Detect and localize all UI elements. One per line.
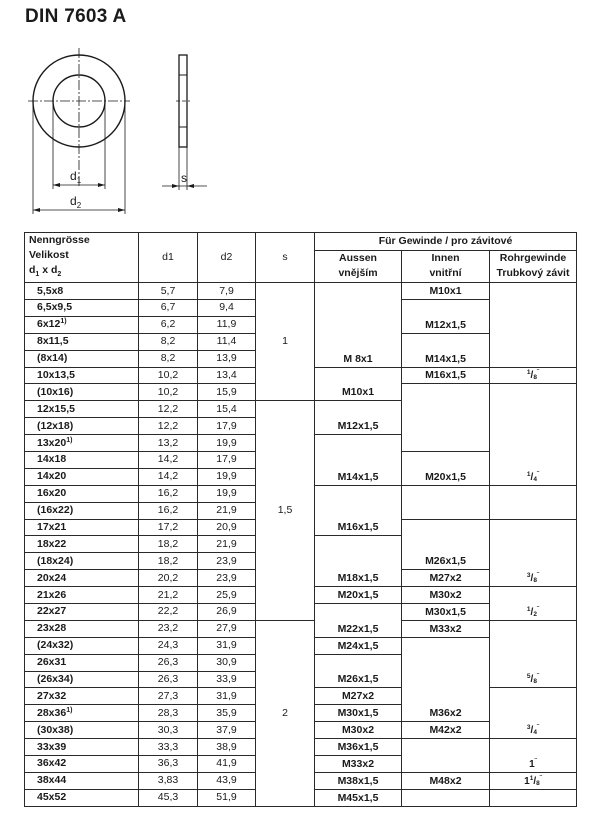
cell-inner-thread xyxy=(402,485,490,519)
cell-size: 22x27 xyxy=(25,604,139,621)
cell-pipe-thread xyxy=(490,739,577,773)
cell-outer-thread: M10x1 xyxy=(315,367,402,401)
cell-size: (10x16) xyxy=(25,384,139,401)
cell-size: 5,5x8 xyxy=(25,283,139,300)
cell-outer-thread: M24x1,5 xyxy=(315,637,402,654)
cell-inner-thread: M48x2 xyxy=(402,772,490,789)
footnote-mark: 1) xyxy=(66,436,73,444)
cell-d1: 13,2 xyxy=(139,435,198,452)
cell-outer-thread: M30x2 xyxy=(315,722,402,739)
cell-d2: 51,9 xyxy=(198,789,256,806)
cell-inner-thread xyxy=(402,739,490,773)
cell-d1: 26,3 xyxy=(139,671,198,688)
cell-inner-thread xyxy=(402,384,490,452)
pipe-thread-size: $^1/_4^˝$ xyxy=(526,470,540,483)
cell-size: 21x26 xyxy=(25,587,139,604)
cell-d2: 20,9 xyxy=(198,519,256,536)
cell-size: (18x24) xyxy=(25,553,139,570)
table-row xyxy=(25,620,577,637)
cell-inner-thread: M42x2 xyxy=(402,722,490,739)
cell-d2: 13,9 xyxy=(198,350,256,367)
cell-s: 1,5 xyxy=(256,401,315,621)
cell-s: 1 xyxy=(256,283,315,401)
cell-size: (26x34) xyxy=(25,671,139,688)
cell-d2: 31,9 xyxy=(198,637,256,654)
cell-d2: 21,9 xyxy=(198,502,256,519)
header-inner-thread: Innen vnitřní xyxy=(402,250,490,282)
footnote-mark: 1) xyxy=(66,706,73,714)
cell-d1: 30,3 xyxy=(139,722,198,739)
cell-d2: 19,9 xyxy=(198,468,256,485)
header-d1: d1 xyxy=(139,233,198,283)
footnote-mark: 1) xyxy=(60,318,67,326)
cell-d1: 6,2 xyxy=(139,316,198,333)
cell-size: 33x39 xyxy=(25,739,139,756)
cell-inner-thread: M26x1,5 xyxy=(402,519,490,570)
d1-label: $d_1$ xyxy=(70,169,82,185)
pipe-thread-size: $1^1/_8^˝$ xyxy=(524,774,542,787)
cell-d2: 17,9 xyxy=(198,418,256,435)
cell-inner-thread: M27x2 xyxy=(402,570,490,587)
cell-size: 27x32 xyxy=(25,688,139,705)
cell-d1: 20,2 xyxy=(139,570,198,587)
cell-size: 14x18 xyxy=(25,452,139,469)
cell-d2: 13,4 xyxy=(198,367,256,384)
cell-pipe-thread xyxy=(490,620,577,688)
cell-size: (24x32) xyxy=(25,637,139,654)
cell-outer-thread: M38x1,5 xyxy=(315,772,402,789)
cell-d1: 10,2 xyxy=(139,367,198,384)
cell-d2: 25,9 xyxy=(198,587,256,604)
cell-s: 2 xyxy=(256,620,315,806)
cell-outer-thread: M27x2 xyxy=(315,688,402,705)
cell-outer-thread: M26x1,5 xyxy=(315,654,402,688)
cell-size: (8x14) xyxy=(25,350,139,367)
cell-d1: 28,3 xyxy=(139,705,198,722)
cell-size: 18x22 xyxy=(25,536,139,553)
cell-d1: 16,2 xyxy=(139,502,198,519)
cell-d1: 18,2 xyxy=(139,553,198,570)
cell-size: 38x44 xyxy=(25,772,139,789)
cell-size: 12x15,5 xyxy=(25,401,139,418)
cell-d1: 21,2 xyxy=(139,587,198,604)
cell-inner-thread: M10x1 xyxy=(402,283,490,300)
cell-inner-thread: M30x1,5 xyxy=(402,604,490,621)
cell-d1: 8,2 xyxy=(139,333,198,350)
header-s: s xyxy=(256,233,315,283)
cell-outer-thread: M 8x1 xyxy=(315,283,402,367)
cell-outer-thread: M20x1,5 xyxy=(315,587,402,604)
cell-d2: 19,9 xyxy=(198,485,256,502)
cell-d2: 27,9 xyxy=(198,620,256,637)
cell-inner-thread: M16x1,5 xyxy=(402,367,490,384)
cell-d2: 7,9 xyxy=(198,283,256,300)
cell-d1: 16,2 xyxy=(139,485,198,502)
cell-inner-thread: M30x2 xyxy=(402,587,490,604)
cell-d1: 3,83 xyxy=(139,772,198,789)
cell-d1: 6,7 xyxy=(139,299,198,316)
cell-inner-thread: M12x1,5 xyxy=(402,299,490,333)
cell-size: (12x18) xyxy=(25,418,139,435)
cell-size: 14x20 xyxy=(25,468,139,485)
pipe-thread-size: 1˝ xyxy=(529,757,537,770)
cell-d2: 9,4 xyxy=(198,299,256,316)
cell-outer-thread: M12x1,5 xyxy=(315,401,402,435)
pipe-thread-size: $^5/_8^˝$ xyxy=(526,673,540,686)
cell-d2: 38,9 xyxy=(198,739,256,756)
cell-d1: 14,2 xyxy=(139,468,198,485)
cell-d2: 33,9 xyxy=(198,671,256,688)
cell-pipe-thread xyxy=(490,789,577,806)
cell-pipe-thread xyxy=(490,688,577,739)
cell-d1: 33,3 xyxy=(139,739,198,756)
cell-inner-thread xyxy=(402,789,490,806)
cell-d1: 5,7 xyxy=(139,283,198,300)
cell-d2: 41,9 xyxy=(198,756,256,773)
cell-d2: 21,9 xyxy=(198,536,256,553)
cell-pipe-thread xyxy=(490,367,577,384)
cell-size: 45x52 xyxy=(25,789,139,806)
table-row xyxy=(25,283,577,300)
washer-technical-drawing xyxy=(0,0,596,230)
header-size: Nenngrösse Velikost $d_1$ x $d_2$ xyxy=(25,233,139,283)
cell-size: 13x20$^{1)}$ xyxy=(25,435,139,452)
cell-d2: 31,9 xyxy=(198,688,256,705)
cell-outer-thread: M22x1,5 xyxy=(315,604,402,638)
cell-d2: 15,4 xyxy=(198,401,256,418)
cell-d1: 17,2 xyxy=(139,519,198,536)
cell-inner-thread: M33x2 xyxy=(402,620,490,637)
cell-size: 6x12$^{1)}$ xyxy=(25,316,139,333)
cell-pipe-thread xyxy=(490,384,577,485)
cell-size: 6,5x9,5 xyxy=(25,299,139,316)
cell-d1: 8,2 xyxy=(139,350,198,367)
pipe-thread-size: $^3/_4^˝$ xyxy=(526,724,540,737)
cell-size: 16x20 xyxy=(25,485,139,502)
cell-d1: 27,3 xyxy=(139,688,198,705)
cell-d1: 24,3 xyxy=(139,637,198,654)
table-body xyxy=(25,283,577,807)
d2-label: $d_2$ xyxy=(70,194,82,210)
pipe-thread-size: $^1/_8^˝$ xyxy=(526,369,540,382)
cell-d2: 30,9 xyxy=(198,654,256,671)
cell-pipe-thread xyxy=(490,485,577,519)
cell-d1: 45,3 xyxy=(139,789,198,806)
cell-d1: 23,2 xyxy=(139,620,198,637)
cell-outer-thread: M14x1,5 xyxy=(315,435,402,486)
cell-d1: 12,2 xyxy=(139,418,198,435)
cell-size: 10x13,5 xyxy=(25,367,139,384)
cell-pipe-thread xyxy=(490,772,577,789)
cell-inner-thread: M20x1,5 xyxy=(402,452,490,486)
cell-size: 28x36$^{1)}$ xyxy=(25,705,139,722)
cell-d1: 12,2 xyxy=(139,401,198,418)
cell-d1: 26,3 xyxy=(139,654,198,671)
cell-d1: 10,2 xyxy=(139,384,198,401)
cell-d1: 22,2 xyxy=(139,604,198,621)
cell-inner-thread: M36x2 xyxy=(402,637,490,721)
header-outer-thread: Aussen vnějším xyxy=(315,250,402,282)
cell-d2: 43,9 xyxy=(198,772,256,789)
cell-d1: 14,2 xyxy=(139,452,198,469)
cell-pipe-thread xyxy=(490,587,577,621)
cell-d1: 36,3 xyxy=(139,756,198,773)
cell-size: (16x22) xyxy=(25,502,139,519)
header-thread-group: Für Gewinde / pro závitové xyxy=(315,233,577,251)
cell-outer-thread: M45x1,5 xyxy=(315,789,402,806)
cell-size: 36x42 xyxy=(25,756,139,773)
cell-size: 17x21 xyxy=(25,519,139,536)
cell-inner-thread: M14x1,5 xyxy=(402,333,490,367)
pipe-thread-size: $^3/_8^˝$ xyxy=(526,572,540,585)
header-d2: d2 xyxy=(198,233,256,283)
cell-d2: 26,9 xyxy=(198,604,256,621)
cell-size: 8x11,5 xyxy=(25,333,139,350)
cell-d2: 23,9 xyxy=(198,570,256,587)
cell-d2: 35,9 xyxy=(198,705,256,722)
cell-d2: 15,9 xyxy=(198,384,256,401)
cell-d2: 19,9 xyxy=(198,435,256,452)
cell-size: 20x24 xyxy=(25,570,139,587)
cell-d2: 37,9 xyxy=(198,722,256,739)
cell-d2: 17,9 xyxy=(198,452,256,469)
cell-pipe-thread xyxy=(490,519,577,587)
cell-d2: 23,9 xyxy=(198,553,256,570)
cell-outer-thread: M33x2 xyxy=(315,756,402,773)
cell-outer-thread: M16x1,5 xyxy=(315,485,402,536)
cell-pipe-thread xyxy=(490,283,577,367)
washer-dimension-table xyxy=(24,232,577,807)
cell-d1: 18,2 xyxy=(139,536,198,553)
cell-size: 26x31 xyxy=(25,654,139,671)
cell-d2: 11,9 xyxy=(198,316,256,333)
pipe-thread-size: $^1/_2^˝$ xyxy=(526,605,540,618)
header-pipe-thread: Rohrgewinde Trubkový závit xyxy=(490,250,577,282)
document-title: DIN 7603 A xyxy=(25,6,127,27)
cell-size: 23x28 xyxy=(25,620,139,637)
cell-outer-thread: M30x1,5 xyxy=(315,705,402,722)
cell-outer-thread: M36x1,5 xyxy=(315,739,402,756)
cell-outer-thread: M18x1,5 xyxy=(315,536,402,587)
cell-d2: 11,4 xyxy=(198,333,256,350)
s-label: s xyxy=(181,171,187,185)
cell-size: (30x38) xyxy=(25,722,139,739)
